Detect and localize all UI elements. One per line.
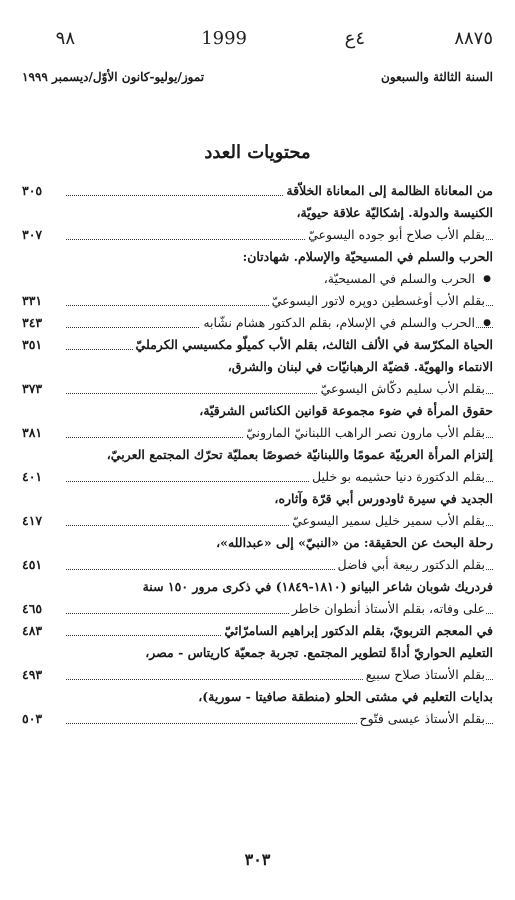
toc-entry-text: الكنيسة والدولة. إشكاليّة علاقة حيويّة،: [294, 202, 493, 224]
toc-entry: [22, 598, 493, 620]
toc-entry-text: بقلم الأستاذ عيسى فتّوح: [357, 708, 485, 730]
handwritten-note-3: 1999: [201, 28, 247, 49]
toc-entry: [22, 642, 493, 664]
issue-date: تموز/يوليو-كانون الأوّل/ديسمبر ١٩٩٩: [22, 70, 205, 84]
toc-entry-text: بقلم الأب سمير خليل سمير اليسوعيّ: [289, 510, 485, 532]
volume-year: السنة الثالثة والسبعون: [381, 70, 493, 84]
toc-entry-text: بقلم الأب صلاح أبو جوده اليسوعيّ: [305, 224, 485, 246]
toc-entry-page: ٣٣١: [22, 290, 45, 312]
toc-entry-page: ٤٥١: [22, 554, 45, 576]
toc-entry-text: بقلم الدكتور ربيعة أبي فاضل: [335, 554, 485, 576]
toc-entry-page: ٣٨١: [22, 422, 45, 444]
running-header: [22, 70, 493, 90]
toc-entry-page: ٤٠١: [22, 466, 45, 488]
toc-entry: [22, 312, 493, 334]
toc-entry-page: ٤٩٣: [22, 664, 45, 686]
toc-entry-text: بقلم الأستاذ صلاح سبيع: [363, 664, 485, 686]
toc-entry: [22, 202, 493, 224]
toc-entry: [22, 686, 493, 708]
toc-entry-text: من المعاناة الظالمة إلى المعاناة الخلاّقة: [283, 180, 493, 202]
toc-entry-text: الحياة المكرّسة في الألف الثالث، بقلم الأب كميلّو مكسيسي الكرمليّ: [133, 334, 493, 356]
toc-entry-page: ٤٨٣: [22, 620, 45, 642]
toc-entry: [22, 290, 493, 312]
toc-entry: [22, 334, 493, 356]
toc-entry-page: ٣٠٧: [22, 224, 45, 246]
toc-entry-page: ٤١٧: [22, 510, 45, 532]
toc-entry-text: فردريك شوبان شاعر البيانو (١٨١٠-١٨٤٩) في ذكرى مرور ١٥٠ سنة: [140, 576, 493, 598]
toc-entry: [22, 224, 493, 246]
toc-entry-text: إلتزام المرأة العربيّة عمومًا واللبنانيّة خصوصًا بعمليّة تحرّك المجتمع العربيّ،: [104, 444, 493, 466]
toc-entry-text: الحرب والسلم في الإسلام، بقلم الدكتور هشام نشّابه: [200, 312, 475, 334]
toc-entry: [22, 378, 493, 400]
toc-entry: [22, 620, 493, 642]
toc-entry: [22, 554, 493, 576]
toc-entry: [22, 708, 493, 730]
toc-entry: [22, 422, 493, 444]
toc-entry-text: بدايات التعليم في مشتى الحلو (منطقة صافيتا - سورية)،: [195, 686, 493, 708]
toc-entry-text: بقلم الأب مارون نصر الراهب اللبنانيّ المارونيّ: [243, 422, 485, 444]
toc-entry-page: ٣٠٥: [22, 180, 45, 202]
toc-entry-page: ٣٧٣: [22, 378, 45, 400]
toc-entry-text: على وفاته، بقلم الأستاذ أنطوان خاطر: [289, 598, 485, 620]
toc-entry: [22, 400, 493, 422]
toc-entry-text: الانتماء والهويّة. قضيّة الرهبانيّات في لبنان والشرق،: [225, 356, 493, 378]
toc-entry: [22, 466, 493, 488]
toc-entry-text: التعليم الحواريّ أداةً لتطوير المجتمع. تجربة جمعيّة كاريتاس - مصر،: [142, 642, 493, 664]
handwritten-note-1: ٨٨٧٥: [454, 28, 493, 49]
toc-entry: [22, 268, 493, 290]
toc-entry-text: الحرب والسلم في المسيحيّة،: [321, 268, 475, 290]
toc-entry-page: ٥٠٣: [22, 708, 45, 730]
toc-entry-page: ٣٥١: [22, 334, 45, 356]
toc-entry: [22, 576, 493, 598]
handwritten-note-4: ٩٨: [55, 28, 75, 49]
toc-entry-page: ٣٤٣: [22, 312, 45, 334]
toc-entry-text: الجديد في سيرة ثاودورس أبي قرّة وآثاره،: [271, 488, 493, 510]
toc-entry: [22, 246, 493, 268]
toc-entry: [22, 510, 493, 532]
page-title: محتويات العدد: [204, 142, 311, 163]
toc-entry-text: بقلم الأب سليم دكّاش اليسوعيّ: [318, 378, 485, 400]
toc-entry: [22, 488, 493, 510]
toc-entry: [22, 532, 493, 554]
toc-entry-text: الحرب والسلم في المسيحيّة والإسلام. شهادتان:: [240, 246, 493, 268]
toc-entry: [22, 180, 493, 202]
page-number: ٣٠٣: [244, 850, 271, 869]
toc-entry-text: حقوق المرأة في ضوء مجموعة قوانين الكنائس الشرقيّة،: [196, 400, 493, 422]
handwritten-note-2: ٤ع: [344, 28, 365, 49]
toc-entry-page: ٤٦٥: [22, 598, 45, 620]
toc-entry-text: بقلم الدكتورة دنيا حشيمه بو خليل: [309, 466, 485, 488]
toc-entry: [22, 664, 493, 686]
table-of-contents: [22, 180, 493, 730]
toc-entry: [22, 356, 493, 378]
toc-entry-text: في المعجم التربويّ، بقلم الدكتور إبراهيم السامرّائيّ: [221, 620, 493, 642]
toc-entry-text: رحلة البحث عن الحقيقة: من «النبيّ» إلى «عبدالله»،: [213, 532, 493, 554]
toc-entry: [22, 444, 493, 466]
toc-entry-text: بقلم الأب أوغسطين دوپره لاتور اليسوعيّ: [269, 290, 485, 312]
